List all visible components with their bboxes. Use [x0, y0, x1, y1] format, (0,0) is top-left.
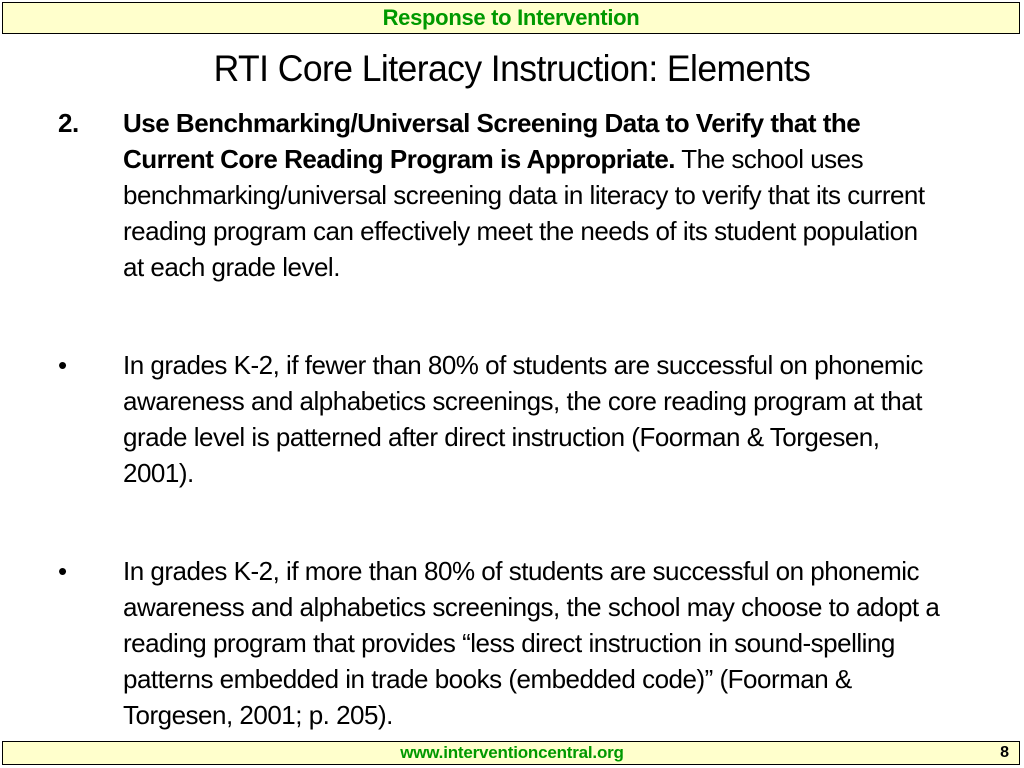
- banner-title: Response to Intervention: [382, 5, 640, 30]
- item-number: 2.: [58, 108, 79, 138]
- item-heading: Use Benchmarking/Universal Screening Data to Verify that the Current Core Reading Program is Appropriate.: [123, 108, 861, 174]
- page-number: 8: [1000, 744, 1009, 761]
- bullet-marker: •: [58, 350, 67, 380]
- numbered-item-body: [123, 105, 941, 285]
- bullet-item: [0, 347, 1024, 491]
- header-banner: [2, 2, 1020, 34]
- bullet-item: [0, 553, 1024, 733]
- bullet-marker: •: [58, 556, 67, 586]
- slide-content: [0, 102, 1024, 733]
- bullet-text: In grades K-2, if more than 80% of students are successful on phonemic awareness and alphabetics screenings, the school may choose to adopt a reading program that provides “less direct instruction in sound-spelling patterns embedded in trade books (embedded code)” (Foorman & Torgesen, 2001; p. 205).: [123, 556, 940, 730]
- footer-link[interactable]: www.interventioncentral.org: [400, 743, 624, 762]
- numbered-item: [0, 105, 1024, 285]
- footer-bar: [2, 741, 1020, 765]
- item-description: The school uses benchmarking/universal screening data in literacy to verify that its current reading program can effectively meet the needs of its student population at each grade level.: [123, 144, 925, 282]
- bullet-text: In grades K-2, if fewer than 80% of students are successful on phonemic awareness and alphabetics screenings, the core reading program at that grade level is patterned after direct instruction (Foorman & Torgesen, 2001).: [123, 350, 923, 488]
- slide-title: RTI Core Literacy Instruction: Elements: [213, 48, 811, 89]
